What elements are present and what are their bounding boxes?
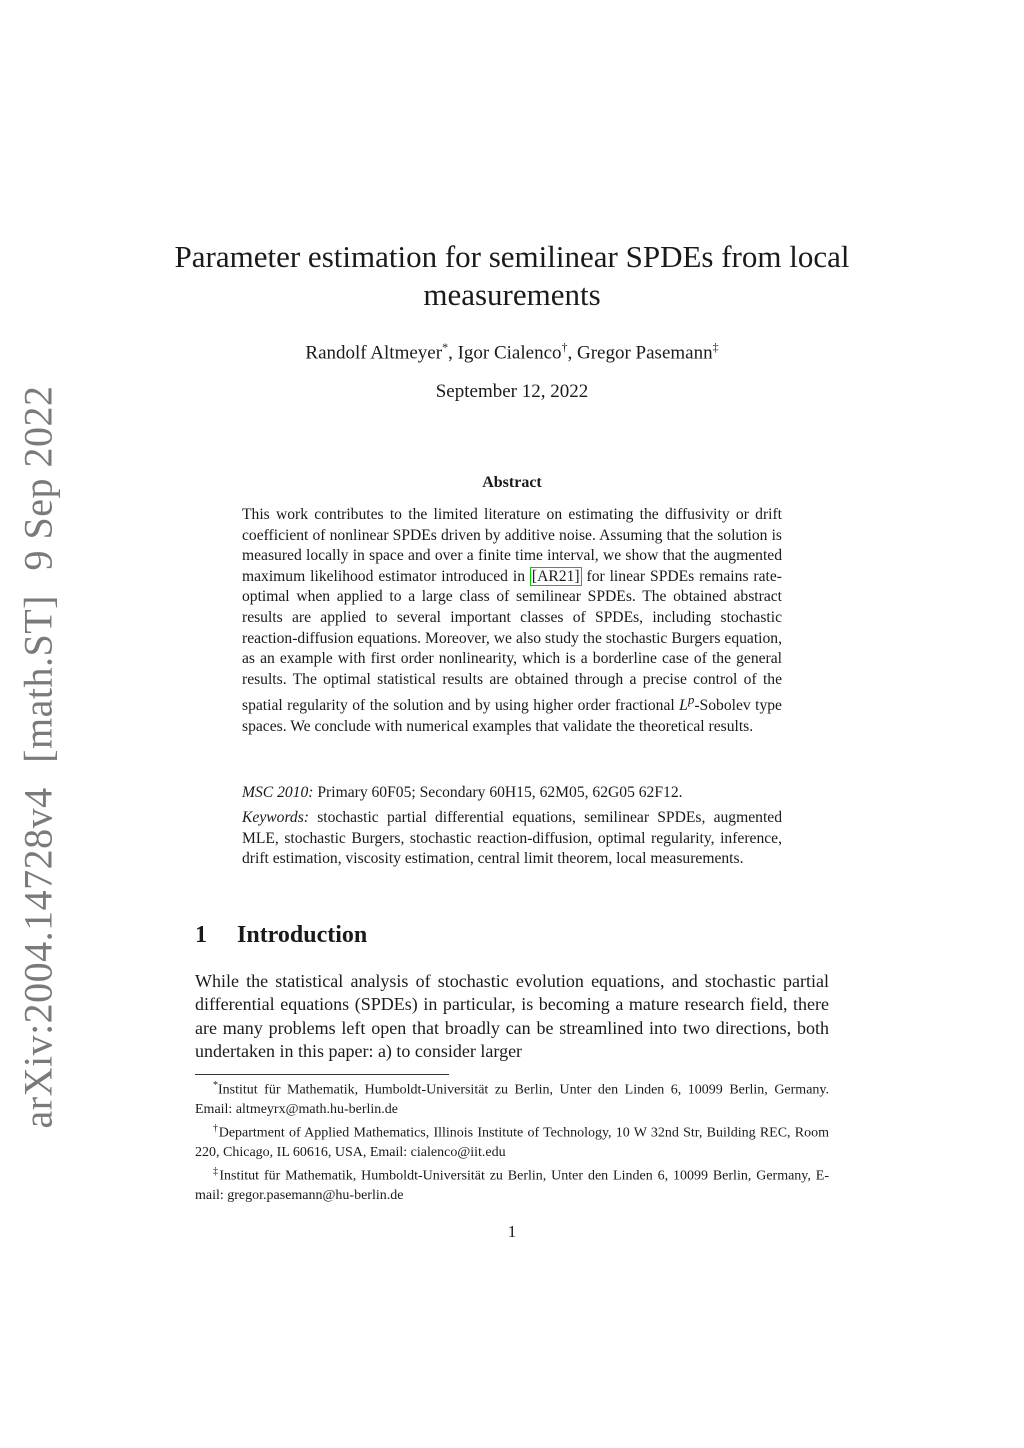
author-name: Igor Cialenco [457,342,562,364]
footnote-text: Institut für Mathematik, Humboldt-Universität zu Berlin, Unter den Linden 6, 10099 Berlin, Germany, E-mail: gregor.pasemann@hu-berlin.de [195,1168,829,1203]
abstract-heading: Abstract [482,474,542,491]
paper-title: Parameter estimation for semilinear SPDEs from local measurements [174,239,850,312]
author-list: Randolf Altmeyer*, Igor Cialenco†, Gregor Pasemann‡ [305,340,719,364]
author-footnote-mark[interactable]: † [561,340,568,354]
footnote-mark: ‡ [213,1166,220,1178]
msc-classification [242,783,782,804]
msc-text: Primary 60F05; Secondary 60H15, 62M05, 62G05 62F12. [317,784,683,801]
section-number: 1 [195,922,207,948]
author-footnote-mark[interactable]: ‡ [712,340,719,354]
footnote-text: Department of Applied Mathematics, Illinois Institute of Technology, 10 W 32nd Str, Building REC, Room 220, Chicago, IL 60616, USA, Email: cialenco@iit.edu [195,1125,830,1160]
page-number: 1 [507,1222,517,1241]
footnote [195,1162,829,1205]
abstract-text-part: for linear SPDEs remains rate-optimal when applied to a large class of semilinear SPDEs. The obtained abstract results are applied to several important classes of SPDEs, including stochastic reaction-diffusion equations. Moreover, we also study the stochastic Burgers equation, as an example with first order nonlinearity, which is a borderline case of the general results. The optimal statistical results are obtained through a precise control of the spatial regularity of the solution and by using higher order fractional [242,567,782,715]
footnote-mark: † [213,1123,219,1135]
section-heading [195,922,367,949]
author-name: Randolf Altmeyer [305,342,443,364]
intro-paragraph: While the statistical analysis of stochastic evolution equations, and stochastic partial differential equations (SPDEs) in particular, is becoming a mature research field, there are many problems left open that broadly can be streamlined into two directions, both undertaken in this paper: a) to consider larger [195,971,829,1061]
author-footnote-mark[interactable]: * [442,340,449,354]
arxiv-stamp[interactable] [15,372,62,1129]
arxiv-id[interactable]: arXiv:2004.14728v4 [15,787,61,1129]
author-name: Gregor Pasemann [577,342,713,364]
msc-label: MSC 2010: [242,784,314,801]
footnotes [195,1076,829,1205]
footnote-divider [195,1074,449,1075]
section-title: Introduction [237,922,368,948]
abstract-text [242,505,782,738]
keywords-label: Keywords: [242,809,309,826]
footnote [195,1076,829,1119]
citation-link[interactable]: [AR21] [531,567,580,585]
arxiv-category: [math.ST] [15,595,61,763]
math-symbol: L [679,697,688,715]
footnote-mark: * [213,1080,218,1091]
keywords [242,808,782,870]
keywords-text: stochastic partial differential equations, semilinear SPDEs, augmented MLE, stochastic Burgers, stochastic reaction-diffusion, optimal regularity, inference, drift estimation, viscosity estimation, central limit theorem, local measurements. [242,809,782,868]
paper-date: September 12, 2022 [435,381,589,402]
abstract-text-part: This work contributes to the limited literature on estimating the diffusivity or drift coefficient of nonlinear SPDEs driven by additive noise. Assuming that the solution is measured locally in space and over a finite time interval, we show that the augmented maximum likelihood estimator introduced in [242,506,782,585]
footnote-text: Institut für Mathematik, Humboldt-Universität zu Berlin, Unter den Linden 6, 10099 Berlin, Germany. Email: altmeyrx@math.hu-berlin.de [195,1082,829,1117]
abstract-text-part: -Sobolev type spaces. We conclude with numerical examples that validate the theoretical results. [242,697,782,736]
math-exponent: p [687,692,695,708]
arxiv-date: 9 Sep 2022 [15,385,61,571]
footnote [195,1119,829,1162]
